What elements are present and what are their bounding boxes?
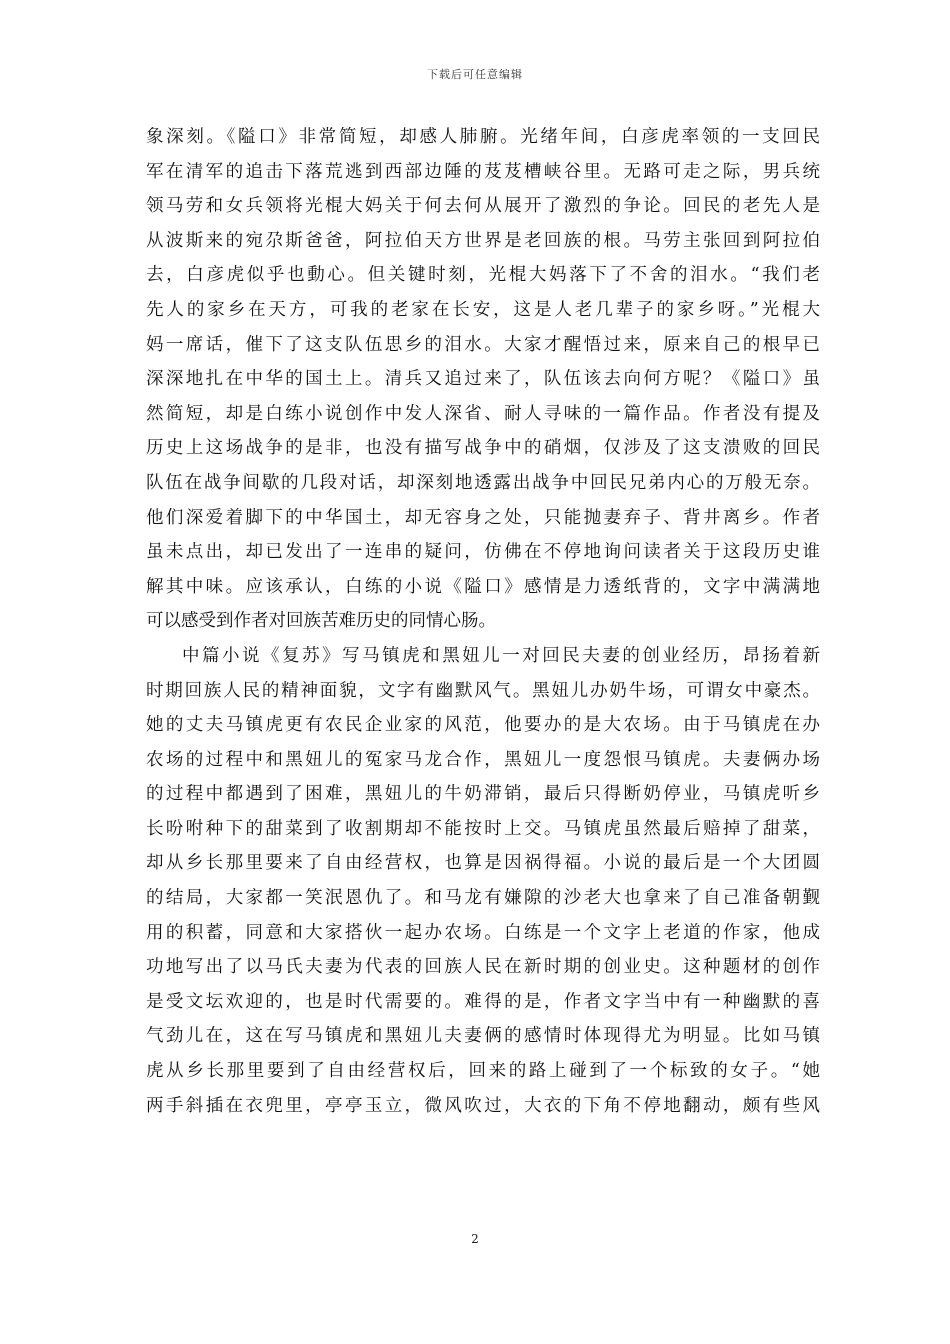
- text-line: 她的丈夫马镇虎更有农民企业家的风范，他要办的是大农场。由于马镇虎在办: [146, 715, 820, 736]
- text-line: 中篇小说《复苏》写马镇虎和黑妞儿一对回民夫妻的创业经历，昂扬着新: [182, 645, 820, 666]
- text-line: 功地写出了以马氏夫妻为代表的回族人民在新时期的创业史。这种题材的创作: [146, 957, 820, 978]
- text-line: 用的积蓄，同意和大家搭伙一起办农场。白练是一个文字上老道的作家，他成: [146, 922, 820, 943]
- text-line: 可以感受到作者对回族苦难历史的同情心肠。: [146, 611, 496, 632]
- text-line: 他们深爱着脚下的中华国土，却无容身之处，只能抛妻弃子、背井离乡。作者: [146, 507, 820, 528]
- text-line: 深深地扎在中华的国土上。清兵又追过来了，队伍该去向何方呢？《隘口》虽: [146, 369, 820, 390]
- text-line: 长吩咐种下的甜菜到了收割期却不能按时上交。马镇虎虽然最后赔掉了甜菜，: [146, 818, 820, 839]
- text-line: 两手斜插在衣兜里，亭亭玉立，微风吹过，大衣的下角不停地翻动，颇有些风: [146, 1095, 820, 1116]
- text-line: 虽未点出，却已发出了一连串的疑问，仿佛在不停地询问读者关于这段历史谁: [146, 542, 820, 563]
- paragraph-2: [146, 639, 820, 1123]
- text-line: 却从乡长那里要来了自由经营权，也算是因祸得福。小说的最后是一个大团圆: [146, 853, 820, 874]
- text-line: 象深刻。《隘口》非常简短，却感人肺腑。光绪年间，白彦虎率领的一支回民: [146, 127, 820, 147]
- text-line: 先人的家乡在天方，可我的老家在长安，这是人老几辈子的家乡呀。”光棍大: [146, 299, 820, 320]
- text-line: 气劲儿在，这在写马镇虎和黑妞儿夫妻俩的感情时体现得尤为明显。比如马镇: [146, 1026, 820, 1047]
- text-line: 去，白彦虎似乎也動心。但关键时刻，光棍大妈落下了不舍的泪水。“我们老: [146, 265, 820, 286]
- text-line: 然简短，却是白练小说创作中发人深省、耐人寻味的一篇作品。作者没有提及: [146, 403, 820, 424]
- text-line: 虎从乡长那里要到了自由经营权后，回来的路上碰到了一个标致的女子。“她: [146, 1061, 820, 1082]
- text-line: 农场的过程中和黑妞儿的冤家马龙合作，黑妞儿一度怨恨马镇虎。夫妻俩办场: [146, 749, 820, 770]
- page-header: 下载后可任意编辑: [427, 68, 523, 81]
- text-line: 军在清军的追击下落荒逃到西部边陲的芨芨槽峡谷里。无路可走之际，男兵统: [146, 161, 820, 182]
- text-line: 的过程中都遇到了困难，黑妞儿的牛奶滞销，最后只得断奶停业，马镇虎听乡: [146, 784, 820, 805]
- text-line: 的结局，大家都一笑泯恩仇了。和马龙有嫌隙的沙老大也拿来了自己准备朝觐: [146, 888, 820, 909]
- text-line: 领马劳和女兵领将光棍大妈关于何去何从展开了激烈的争论。回民的老先人是: [146, 196, 820, 217]
- text-line: 队伍在战争间歇的几段对话，却深刻地透露出战争中回民兄弟内心的万般无奈。: [146, 472, 820, 493]
- paragraph-1: [146, 120, 820, 639]
- text-line: 从波斯来的宛尕斯爸爸，阿拉伯天方世界是老回族的根。马劳主张回到阿拉伯: [146, 230, 820, 251]
- text-line: 解其中味。应该承认，白练的小说《隘口》感情是力透纸背的，文字中满满地: [146, 576, 820, 597]
- text-line: 时期回族人民的精神面貌，文字有幽默风气。黑妞儿办奶牛场，可谓女中豪杰。: [146, 680, 820, 701]
- text-line: 历史上这场战争的是非，也没有描写战争中的硝烟，仅涉及了这支溃败的回民: [146, 438, 820, 459]
- text-line: 妈一席话，催下了这支队伍思乡的泪水。大家才醒悟过来，原来自己的根早已: [146, 334, 820, 355]
- text-line: 是受文坛欢迎的，也是时代需要的。难得的是，作者文字当中有一种幽默的喜: [146, 991, 820, 1012]
- page-number: 2: [471, 1232, 479, 1246]
- body-text: [146, 120, 820, 1123]
